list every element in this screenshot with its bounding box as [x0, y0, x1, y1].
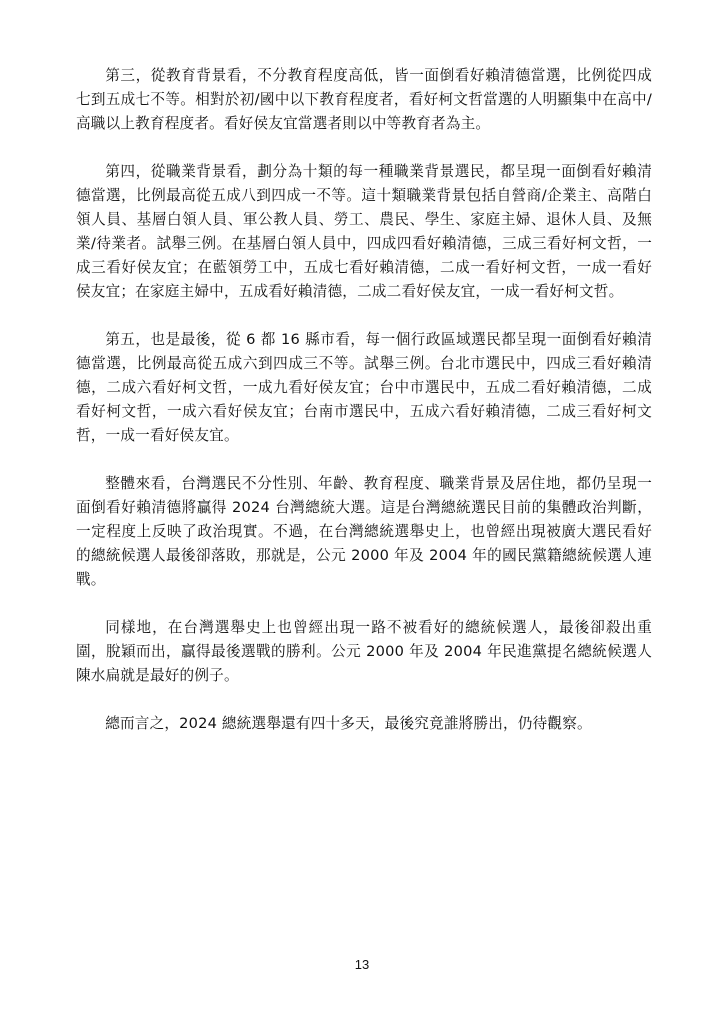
paragraph-conclusion: 總而言之，2024 總統選舉還有四十多天，最後究竟誰將勝出，仍待觀察。 — [105, 715, 592, 732]
paragraph-education: 第三，從教育背景看，不分教育程度高低，皆一面倒看好賴清德當選，比例從四成七到五成七不等。相對於初/國中以下教育程度者，看好柯文哲當選的人明顯集中在高中/高職以上教育程度者。看好侯友宜當選者則以中等教育者為主。 — [76, 67, 652, 132]
page-number: 13 — [354, 957, 370, 972]
document-body — [76, 64, 652, 760]
paragraph-overall: 整體來看，台灣選民不分性別、年齡、教育程度、職業背景及居住地，都仍呈現一面倒看好賴清德將贏得 2024 台灣總統大選。這是台灣總統選民目前的集體政治判斷，一定程度上反映了政治現實。不過，在台灣總統選舉史上，也曾經出現被廣大選民看好的總統候選人最後卻落敗，那就是，公元 2000 年及 2004 年的國民黨籍總統候選人連戰。 — [76, 475, 652, 588]
paragraph-occupation: 第四，從職業背景看，劃分為十類的每一種職業背景選民，都呈現一面倒看好賴清德當選，比例最高從五成八到四成一不等。這十類職業背景包括自營商/企業主、高階白領人員、基層白領人員、軍公教人員、勞工、農民、學生、家庭主婦、退休人員、及無業/待業者。試舉三例。在基層白領人員中，四成四看好賴清德，三成三看好柯文哲，一成三看好侯友宜；在藍領勞工中，五成七看好賴清德，二成一看好柯文哲，一成一看好侯友宜；在家庭主婦中，五成看好賴清德，二成二看好侯友宜，一成一看好柯文哲。 — [76, 163, 652, 300]
paragraph-region: 第五，也是最後，從 6 都 16 縣市看，每一個行政區域選民都呈現一面倒看好賴清德當選，比例最高從五成六到四成三不等。試舉三例。台北市選民中，四成三看好賴清德，二成六看好柯文哲，一成九看好侯友宜；台中市選民中，五成二看好賴清德，二成看好柯文哲，一成六看好侯友宜；台南市選民中，五成六看好賴清德，二成三看好柯文哲，一成一看好侯友宜。 — [76, 331, 652, 444]
paragraph-history: 同樣地，在台灣選舉史上也曾經出現一路不被看好的總統候選人，最後卻殺出重圍，脫穎而出，贏得最後選戰的勝利。公元 2000 年及 2004 年民進黨提名總統候選人陳水扁就是最好的例子。 — [76, 619, 652, 684]
